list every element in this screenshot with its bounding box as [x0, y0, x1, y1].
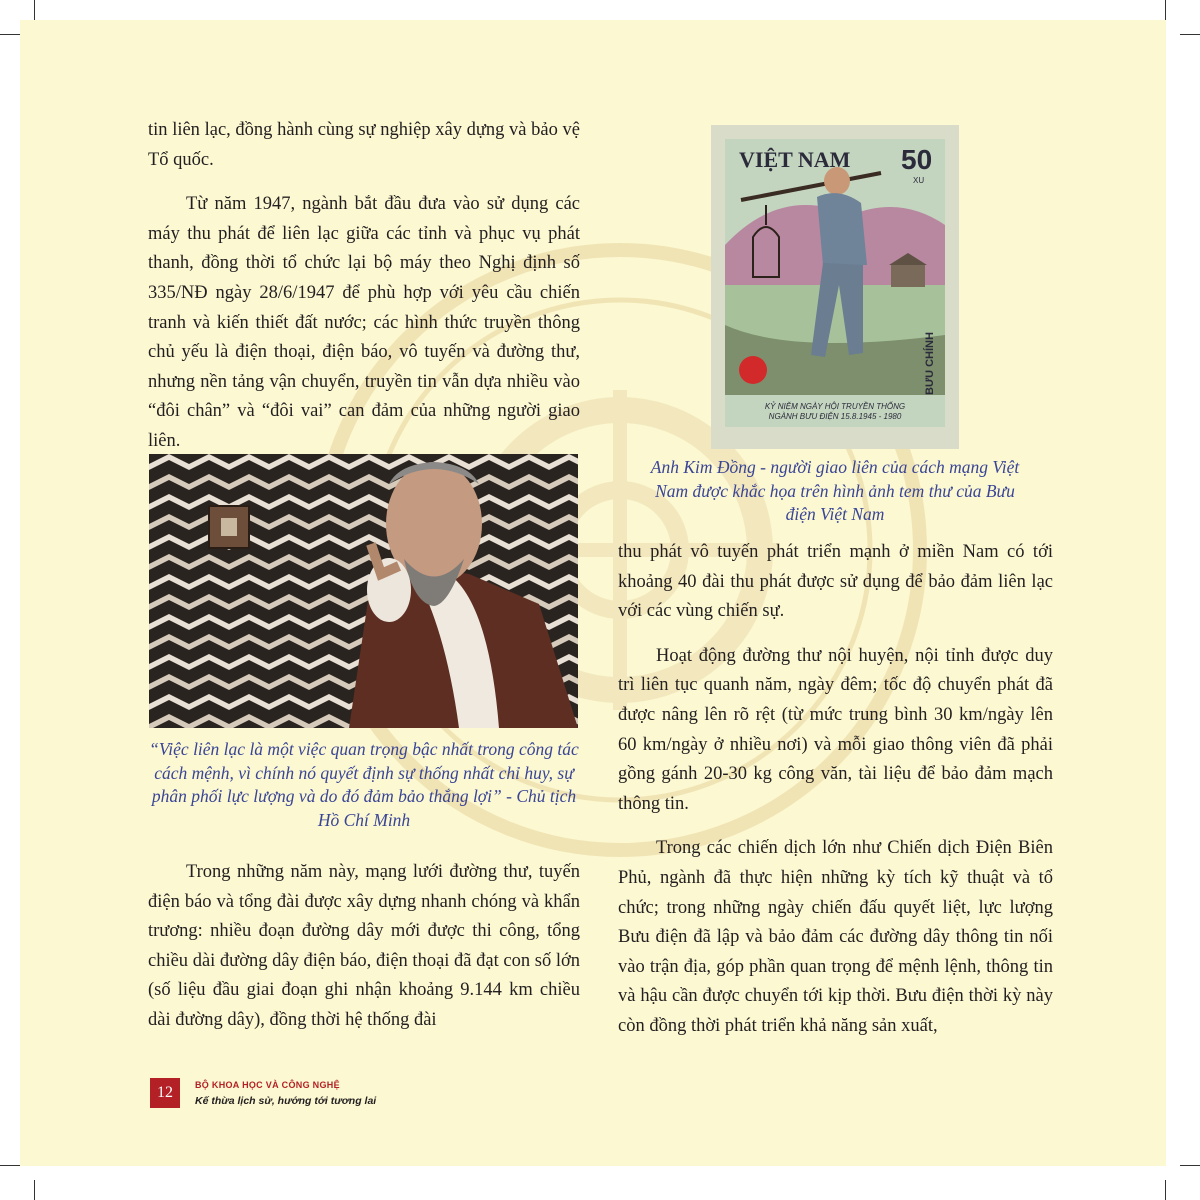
- page-number: 12: [150, 1078, 180, 1108]
- paragraph: Từ năm 1947, ngành bắt đầu đưa vào sử dụng các máy thu phát để liên lạc giữa các tỉnh và phục vụ phát thanh, đồng thời tổ chức lại bộ máy theo Nghị định số 335/NĐ ngày 28/6/1947 để phù hợp với yêu cầu chiến tranh và kiến thiết đất nước; các hình thức truyền thông chủ yếu là điện thoại, điện báo, vô tuyến và đường thư, nhưng nền tảng vận chuyển, truyền tin vẫn dựa nhiều vào “đôi chân” và “đôi vai” can đảm của những người giao liên.: [148, 194, 580, 451]
- stamp-side-text: BƯU CHÍNH: [924, 332, 936, 395]
- stamp-country-text: VIỆT NAM: [739, 147, 851, 172]
- paragraph: thu phát vô tuyến phát triển mạnh ở miền Nam có tới khoảng 40 đài thu phát được sử dụng để bảo đảm liên lạc với các vùng chiến sự.: [618, 542, 1053, 622]
- crop-mark: [1165, 0, 1166, 20]
- crop-mark: [1165, 1180, 1166, 1200]
- footer-ministry: BỘ KHOA HỌC VÀ CÔNG NGHỆ: [195, 1080, 340, 1090]
- postage-stamp-image: [711, 125, 959, 449]
- kim-dong-stamp: [711, 125, 959, 449]
- ho-chi-minh-photo: [149, 454, 578, 728]
- crop-mark: [34, 0, 35, 20]
- stamp-unit-text: XU: [913, 176, 925, 185]
- photo-caption: “Việc liên lạc là một việc quan trọng bậc nhất trong công tác cách mệnh, vì chính nó quyết định sự thống nhất chỉ huy, sự phân phối lực lượng và do đó đảm bảo thắng lợi” - Chủ tịch Hồ Chí Minh: [149, 739, 579, 830]
- paragraph: Trong những năm này, mạng lưới đường thư, tuyến điện báo và tổng đài được xây dựng nhanh chóng và khẩn trương: nhiều đoạn đường dây mới được thi công, tổng chiều dài đường dây điện báo, điện thoại đã đạt con số lớn (số liệu đầu giai đoạn ghi nhận khoảng 9.144 km chiều dài đường dây), đồng thời hệ thống đài: [148, 862, 580, 1030]
- crop-mark: [1180, 34, 1200, 35]
- crop-mark: [1180, 1165, 1200, 1166]
- paragraph: Trong các chiến dịch lớn như Chiến dịch Điện Biên Phủ, ngành đã thực hiện những kỳ tích kỹ thuật và tổ chức; trong những ngày chiến đấu quyết liệt, lực lượng Bưu điện đã lập và bảo đảm các đường dây thông tin nối vào trận địa, góp phần quan trọng để mệnh lệnh, thông tin và hậu cần được chuyển tới kịp thời. Bưu điện thời kỳ này còn đồng thời phát triển khả năng sản xuất,: [618, 838, 1053, 1036]
- paragraph: tin liên lạc, đồng hành cùng sự nghiệp xây dựng và bảo vệ Tổ quốc.: [148, 120, 580, 170]
- paragraph: Hoạt động đường thư nội huyện, nội tỉnh được duy trì liên tục quanh năm, ngày đêm; tốc độ chuyển phát đã được nâng lên rõ rệt (từ mức trung bình 30 km/ngày lên 60 km/ngày ở nhiều nơi) và mỗi giao thông viên đã phải gồng gánh 20-30 kg công văn, tài liệu để bảo đảm mạch thông tin.: [618, 645, 1053, 814]
- crop-mark: [0, 34, 20, 35]
- ho-chi-minh-telephone-image: [149, 454, 578, 728]
- stamp-value-text: 50: [901, 144, 933, 175]
- stamp-bottom-text: NGÀNH BƯU ĐIỆN 15.8.1945 - 1980: [768, 412, 902, 421]
- crop-mark: [34, 1180, 35, 1200]
- crop-mark: [0, 1165, 20, 1166]
- footer-slogan: Kế thừa lịch sử, hướng tới tương lai: [195, 1095, 377, 1107]
- stamp-caption: Anh Kim Đồng - người giao liên của cách mạng Việt Nam được khắc họa trên hình ảnh tem thư của Bưu điện Việt Nam: [650, 457, 1020, 524]
- stamp-bottom-text: KỶ NIỆM NGÀY HỘI TRUYỀN THỐNG: [764, 402, 906, 411]
